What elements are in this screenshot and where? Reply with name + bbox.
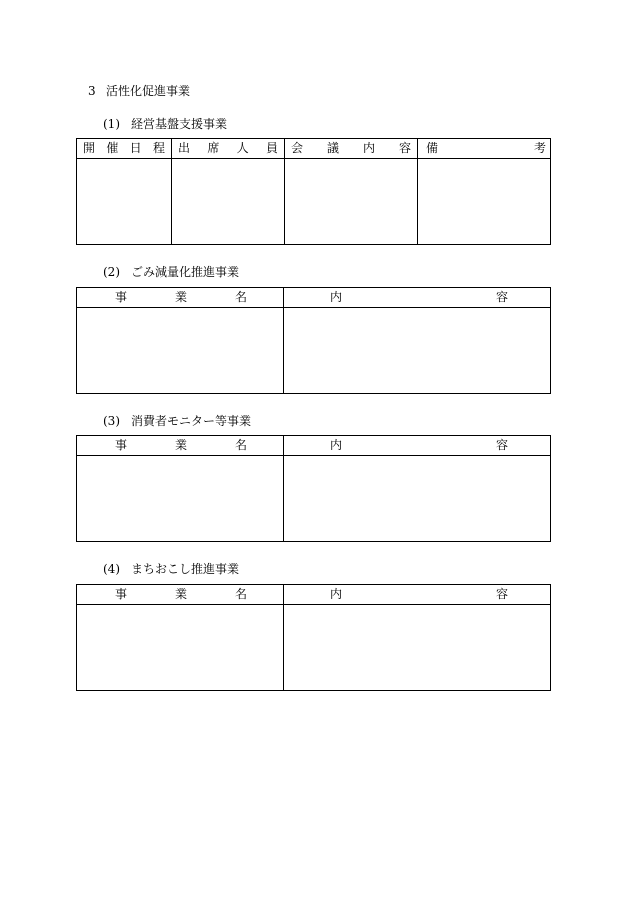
subsection-2-title: ごみ減量化推進事業 [131,265,240,279]
cell-content[interactable] [284,308,551,394]
subsection-4-number: (4) [103,562,120,576]
table-row [77,308,551,394]
header-schedule: 開 催 日 程 [77,139,172,159]
header-attendees: 出 席 人 員 [172,139,285,159]
town-revitalization-table [76,584,551,691]
table-header-row [77,288,551,308]
header-remarks: 備 考 [418,139,551,159]
waste-reduction-table [76,287,551,394]
table-header-row [77,436,551,456]
subsection-2-heading [103,265,239,279]
subsection-4-heading [103,562,239,576]
subsection-2-number: (2) [103,265,120,279]
table-row [77,159,551,245]
header-project-name: 事 業 名 [77,585,284,605]
cell-content[interactable] [284,456,551,542]
cell-remarks[interactable] [418,159,551,245]
table-row [77,605,551,691]
consumer-monitor-table [76,435,551,542]
cell-project-name[interactable] [77,308,284,394]
section-number: 3 [88,84,96,98]
subsection-1-title: 経営基盤支援事業 [131,117,228,131]
table-header-row [77,585,551,605]
header-project-name: 事 業 名 [77,436,284,456]
cell-content[interactable] [284,605,551,691]
header-content: 内 容 [284,288,551,308]
cell-attendees[interactable] [172,159,285,245]
section-heading [88,84,190,98]
header-content: 内 容 [284,585,551,605]
subsection-4-title: まちおこし推進事業 [131,562,240,576]
meeting-support-table [76,138,551,245]
section-title: 活性化促進事業 [106,84,191,98]
subsection-3-heading [103,414,251,428]
cell-project-name[interactable] [77,605,284,691]
header-project-name: 事 業 名 [77,288,284,308]
table-header-row [77,139,551,159]
subsection-3-title: 消費者モニター等事業 [131,414,252,428]
cell-project-name[interactable] [77,456,284,542]
cell-meeting-content[interactable] [285,159,418,245]
subsection-3-number: (3) [103,414,120,428]
header-meeting-content: 会 議 内 容 [285,139,418,159]
table-row [77,456,551,542]
cell-schedule[interactable] [77,159,172,245]
subsection-1-number: (1) [103,117,120,131]
subsection-1-heading [103,117,227,131]
header-content: 内 容 [284,436,551,456]
